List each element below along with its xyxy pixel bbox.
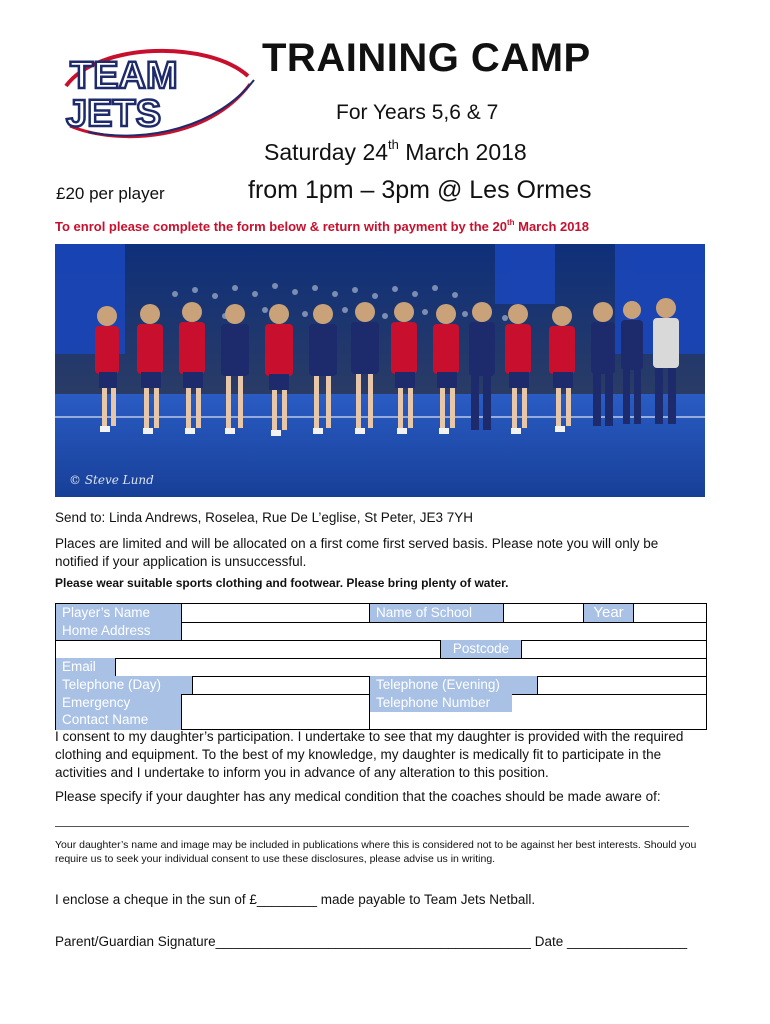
medical-condition-answer-line[interactable] [55, 826, 689, 827]
telephone-number-label: Telephone Number [370, 694, 512, 712]
form-row-email [56, 658, 706, 677]
name-of-school-field[interactable] [504, 604, 584, 622]
emergency-contact-label-line2: Contact Name [62, 712, 149, 727]
enrol-month: March 2018 [514, 219, 589, 234]
email-field[interactable] [116, 658, 706, 676]
signature-date-line: Parent/Guardian Signature__________________________________________ Date ________________ [55, 934, 688, 949]
name-of-school-label: Name of School [370, 604, 504, 622]
team-photo [55, 244, 705, 497]
telephone-number-field[interactable] [512, 694, 706, 730]
clothing-notice: Please wear suitable sports clothing and footwear. Please bring plenty of water. [55, 576, 509, 590]
form-row-postcode [56, 640, 706, 659]
year-field[interactable] [634, 604, 706, 622]
enrol-suffix: th [506, 218, 515, 227]
image-consent-note: Your daughter’s name and image may be included in publications where this is considered not to be against her best interests. Should you require us to seek your individual consent to use these disclosures, please advise us in writing. [55, 839, 697, 865]
players-name-field[interactable] [182, 604, 370, 622]
players-name-label: Player’s Name [56, 604, 182, 622]
medical-condition-prompt: Please specify if your daughter has any medical condition that the coaches should be made aware of: [55, 789, 661, 804]
form-row-telephone [56, 676, 706, 695]
enrol-instructions [55, 219, 589, 234]
emergency-contact-label [56, 694, 182, 730]
enrol-text: To enrol please complete the form below & return with payment by the 20 [55, 219, 507, 234]
telephone-evening-label: Telephone (Evening) [370, 676, 538, 694]
price: £20 per player [56, 184, 165, 203]
event-date-month: March 2018 [398, 139, 527, 165]
enrolment-form [55, 603, 707, 730]
telephone-day-field[interactable] [193, 676, 370, 694]
year-label: Year [584, 604, 634, 622]
form-row-emergency [56, 694, 706, 730]
photo-credit: © Steve Lund [69, 473, 154, 487]
send-to-address: Send to: Linda Andrews, Roselea, Rue De L’eglise, St Peter, JE3 7YH [55, 510, 473, 525]
places-notice: Places are limited and will be allocated on a first come first served basis. Please note you will only be notified if your application is unsuccessful. [55, 536, 659, 569]
home-address-label: Home Address [56, 622, 182, 640]
telephone-evening-field[interactable] [538, 676, 706, 694]
postcode-label: Postcode [440, 640, 522, 658]
time-location: from 1pm – 3pm @ Les Ormes [248, 176, 592, 204]
page-title: TRAINING CAMP [262, 36, 591, 80]
event-date [264, 139, 527, 166]
emergency-contact-label-line1: Emergency [62, 695, 131, 710]
home-address-field[interactable] [182, 622, 706, 640]
telephone-day-label: Telephone (Day) [56, 676, 193, 694]
home-address-field-2[interactable] [56, 640, 440, 658]
event-date-suffix: th [388, 137, 399, 152]
logo-text-line2: JETS [66, 93, 162, 135]
logo-text-line1: TEAM [70, 55, 178, 97]
event-date-main: Saturday 24 [264, 139, 389, 165]
subtitle: For Years 5,6 & 7 [336, 101, 499, 124]
team-jets-logo [58, 46, 258, 142]
form-row-address [56, 622, 706, 641]
form-row-player [56, 604, 706, 623]
postcode-field[interactable] [522, 640, 706, 658]
cheque-statement: I enclose a cheque in the sun of £________ made payable to Team Jets Netball. [55, 892, 536, 907]
emergency-contact-field[interactable] [182, 694, 370, 730]
consent-statement: I consent to my daughter’s participation. I undertake to see that my daughter is provided with the required clothing and equipment. To the best of my knowledge, my daughter is medically fit to participate in the activities and I undertake to inform you in advance of any alteration to this position. [55, 729, 684, 780]
email-label: Email [56, 658, 116, 676]
